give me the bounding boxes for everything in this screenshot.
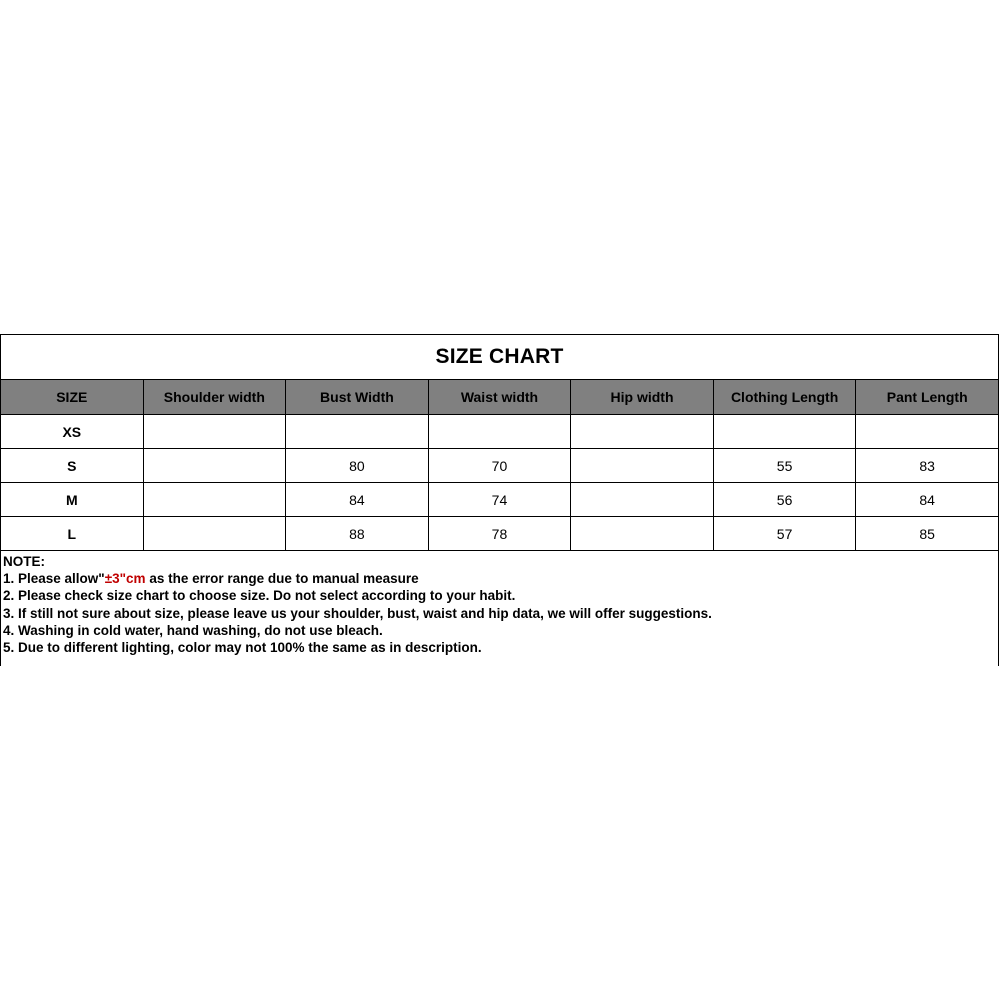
clothing-length-cell: 55 bbox=[713, 449, 856, 483]
table-row bbox=[1, 415, 999, 449]
size-label: S bbox=[1, 449, 144, 483]
pant-length-cell bbox=[856, 415, 999, 449]
table-row bbox=[1, 483, 999, 517]
bust-width-cell: 80 bbox=[286, 449, 429, 483]
hip-width-cell bbox=[571, 483, 714, 517]
column-header-waist-width: Waist width bbox=[428, 380, 571, 415]
note-1-suffix: as the error range due to manual measure bbox=[145, 571, 419, 587]
table-header-row bbox=[1, 380, 999, 415]
pant-length-cell: 85 bbox=[856, 517, 999, 551]
waist-width-cell: 70 bbox=[428, 449, 571, 483]
note-line: 2. Please check size chart to choose size. Do not select according to your habit. bbox=[3, 588, 516, 604]
waist-width-cell bbox=[428, 415, 571, 449]
shoulder-width-cell bbox=[143, 449, 286, 483]
column-header-size: SIZE bbox=[1, 380, 144, 415]
clothing-length-cell: 57 bbox=[713, 517, 856, 551]
bust-width-cell: 88 bbox=[286, 517, 429, 551]
column-header-bust-width: Bust Width bbox=[286, 380, 429, 415]
note-line: 4. Washing in cold water, hand washing, do not use bleach. bbox=[3, 622, 383, 638]
table-row bbox=[1, 449, 999, 483]
column-header-shoulder-width: Shoulder width bbox=[143, 380, 286, 415]
size-label: L bbox=[1, 517, 144, 551]
size-label: M bbox=[1, 483, 144, 517]
shoulder-width-cell bbox=[143, 415, 286, 449]
hip-width-cell bbox=[571, 449, 714, 483]
column-header-pant-length: Pant Length bbox=[856, 380, 999, 415]
size-table bbox=[0, 379, 999, 551]
hip-width-cell bbox=[571, 415, 714, 449]
bust-width-cell: 84 bbox=[286, 483, 429, 517]
clothing-length-cell: 56 bbox=[713, 483, 856, 517]
note-1-prefix: 1. Please allow" bbox=[3, 571, 105, 587]
notes-section bbox=[1, 551, 998, 656]
size-chart bbox=[0, 334, 999, 666]
shoulder-width-cell bbox=[143, 517, 286, 551]
chart-title: SIZE CHART bbox=[435, 345, 564, 368]
waist-width-cell: 78 bbox=[428, 517, 571, 551]
pant-length-cell: 84 bbox=[856, 483, 999, 517]
note-1-tolerance: ±3"cm bbox=[104, 571, 146, 587]
note-line bbox=[3, 570, 998, 587]
size-label: XS bbox=[1, 415, 144, 449]
note-line: 5. Due to different lighting, color may not 100% the same as in description. bbox=[3, 640, 482, 656]
notes-heading: NOTE: bbox=[3, 554, 45, 569]
bust-width-cell bbox=[286, 415, 429, 449]
hip-width-cell bbox=[571, 517, 714, 551]
table-row bbox=[1, 517, 999, 551]
waist-width-cell: 74 bbox=[428, 483, 571, 517]
column-header-hip-width: Hip width bbox=[571, 380, 714, 415]
column-header-clothing-length: Clothing Length bbox=[713, 380, 856, 415]
pant-length-cell: 83 bbox=[856, 449, 999, 483]
shoulder-width-cell bbox=[143, 483, 286, 517]
clothing-length-cell bbox=[713, 415, 856, 449]
note-line: 3. If still not sure about size, please leave us your shoulder, bust, waist and hip data, we will offer suggestions. bbox=[3, 605, 712, 621]
